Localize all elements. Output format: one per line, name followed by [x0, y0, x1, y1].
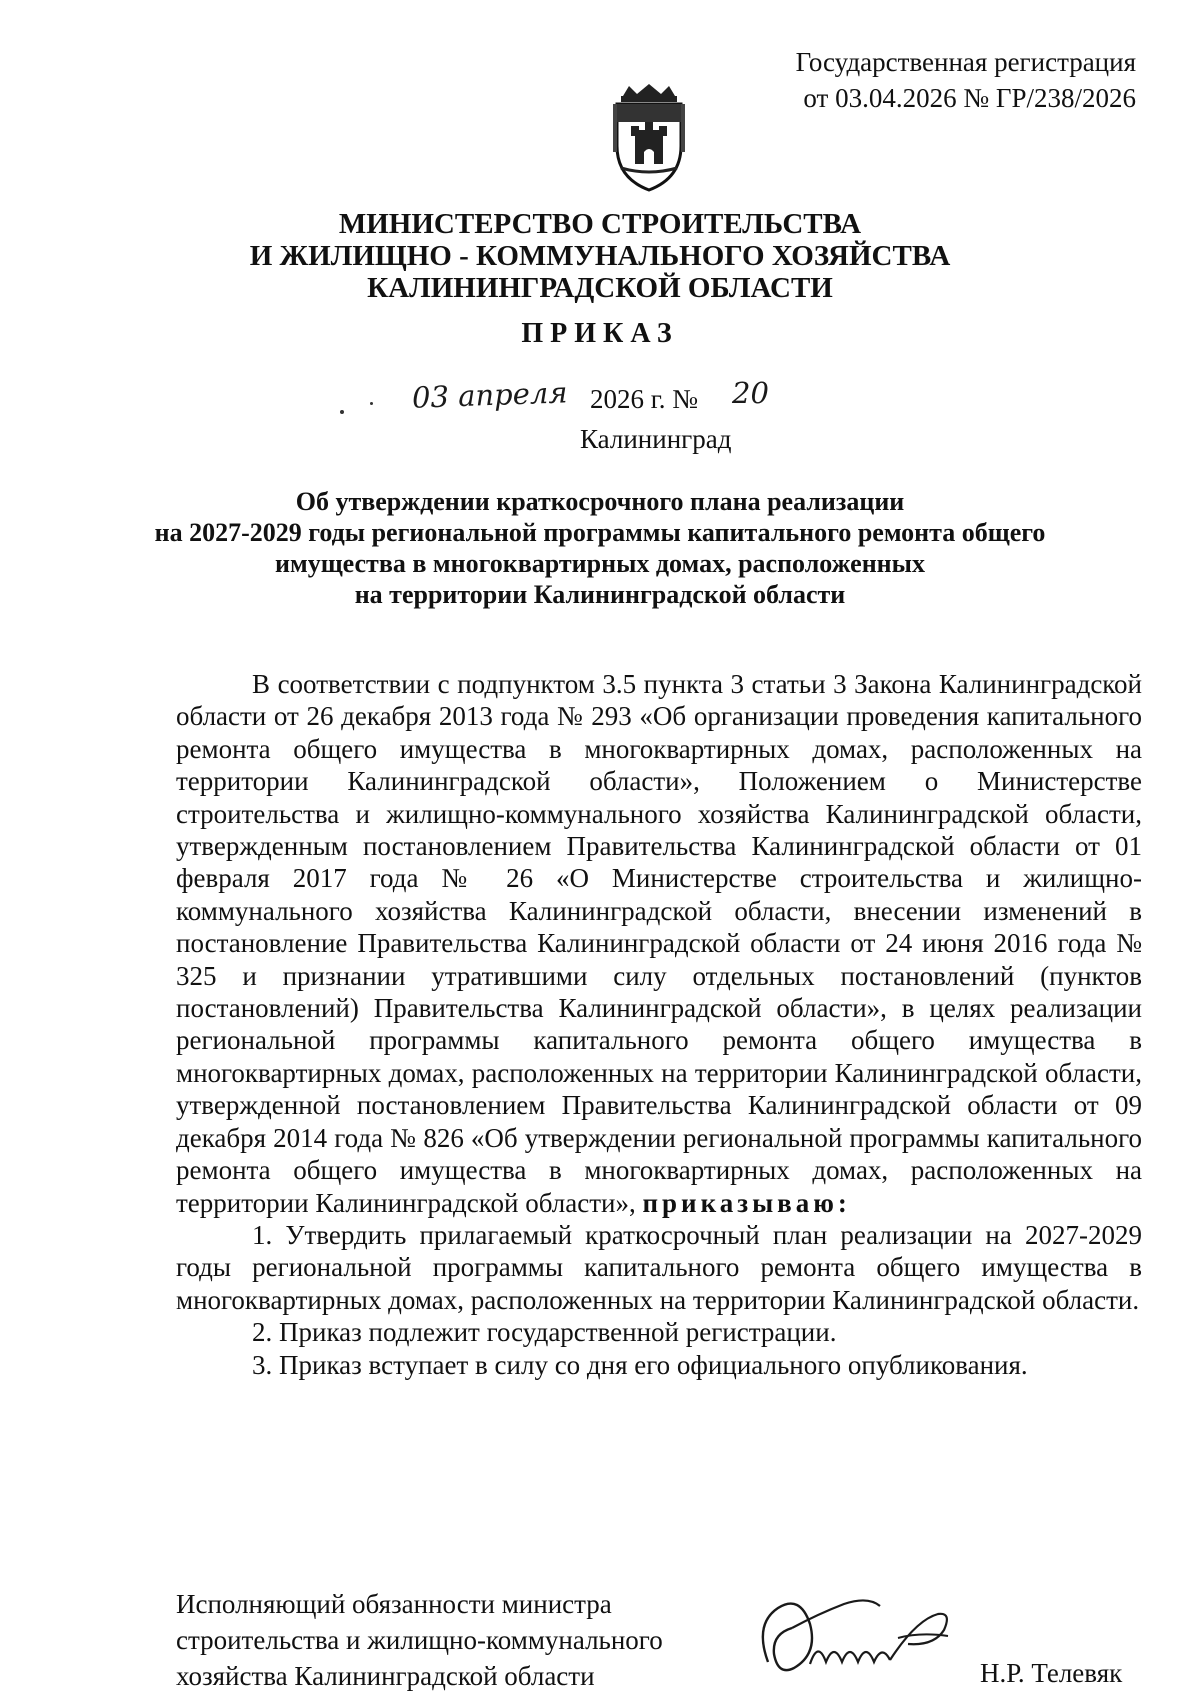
city: Калининград: [580, 424, 732, 454]
handwritten-date: 03 апреля: [411, 375, 569, 415]
order-title: ПРИКАЗ: [521, 318, 679, 349]
preamble-text: В соответствии с подпунктом 3.5 пункта 3 статьи 3 Закона Калининградской области от 26 декабря 2013 года № 293 «Об организации проведения капитального ремонта общего имущества в многоквартирных домах, расположенных на территории Калининградской области», Положением о Министерстве строительства и жилищно-коммунального хозяйства Калининградской области, утвержденным постановлением Правительства Калининградской области от 01 февраля 2017 года № 26 «О Министерстве строительства и жилищно-коммунального хозяйства Калининградской области, внесении изменений в постановление Правительства Калининградской области от 24 июня 2016 года № 325 и признании утратившими силу отдельных постановлений (пунктов постановлений) Правительства Калининградской области», в целях реализации региональной программы капитального ремонта общего имущества в многоквартирных домах, расположенных на территории Калининградской области, утвержденной постановлением Правительства Калининградской области от 09 декабря 2014 года № 826 «Об утверждении региональной программы капитального ремонта общего имущества в многоквартирных домах, расположенных на территории Калининградской области»,: [176, 669, 1142, 1218]
handwritten-order-number: 20: [732, 376, 769, 410]
kaliningrad-coat-of-arms-icon: [605, 82, 693, 194]
ministry-line-1: МИНИСТЕРСТВО СТРОИТЕЛЬСТВА: [338, 208, 862, 240]
order-item-3: 3. Приказ вступает в силу со дня его официального опубликования.: [252, 1349, 1028, 1380]
ministry-line-3: КАЛИНИНГРАДСКОЙ ОБЛАСТИ: [367, 272, 833, 304]
registration-line-1: Государственная регистрация: [795, 47, 1136, 77]
order-item-2: 2. Приказ подлежит государственной регистрации.: [252, 1317, 837, 1348]
order-subject: [120, 486, 1080, 610]
preamble-paragraph: [176, 668, 1142, 1219]
ministry-line-2: И ЖИЛИЩНО - КОММУНАЛЬНОГО ХОЗЯЙСТВА: [249, 240, 951, 272]
signer-name: Н.Р. Телевяк: [980, 1658, 1123, 1688]
subject-line-2: на 2027-2029 годы региональной программы капитального ремонта общего: [154, 518, 1046, 547]
subject-line-1: Об утверждении краткосрочного плана реализации: [295, 487, 905, 516]
registration-line-2: от 03.04.2026 № ГР/238/2026: [803, 83, 1136, 113]
signatory-line-3: хозяйства Калининградской области: [176, 1661, 595, 1691]
signatory-line-1: Исполняющий обязанности министра: [176, 1589, 612, 1619]
scan-speck: [340, 410, 344, 414]
subject-line-4: на территории Калининградской области: [354, 580, 846, 609]
date-year: 2026 г. №: [590, 384, 699, 414]
date-line: [340, 375, 860, 424]
order-body: [176, 668, 1142, 1381]
subject-line-3: имущества в многоквартирных домах, расположенных: [275, 549, 925, 578]
signatory-line-2: строительства и жилищно-коммунального: [176, 1625, 663, 1655]
scan-speck: [370, 402, 373, 405]
handwritten-signature: [748, 1584, 958, 1684]
order-item-1: 1. Утвердить прилагаемый краткосрочный план реализации на 2027-2029 годы региональной программы капитального ремонта общего имущества в многоквартирных домах, расположенных на территории Калининградской области.: [176, 1219, 1142, 1315]
ministry-name: [0, 208, 1200, 304]
decree-word: приказываю:: [642, 1187, 851, 1218]
signatory-position: [176, 1586, 736, 1694]
registration-stamp: [716, 44, 1136, 116]
